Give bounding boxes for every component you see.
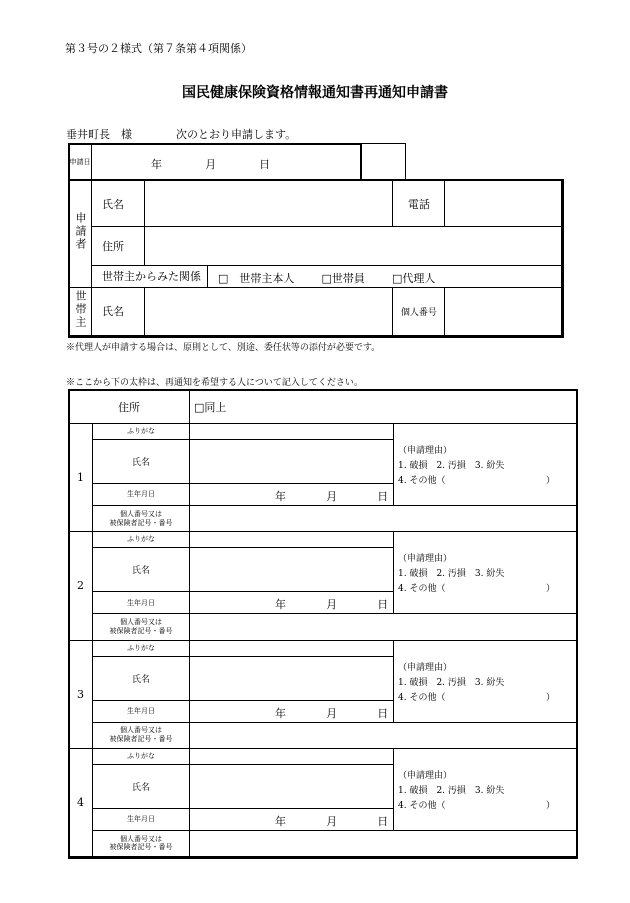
- empty-corner: [406, 144, 562, 181]
- agent-note: ※代理人が申請する場合は、原則として、別途、委任状等の添付が必要です。: [66, 343, 381, 353]
- phone-field[interactable]: [445, 181, 562, 227]
- date-field[interactable]: [91, 144, 405, 181]
- birth-month-label: 月: [326, 598, 338, 612]
- reason-other-label: 4. その他（: [398, 800, 446, 811]
- name-field[interactable]: [144, 181, 392, 227]
- furigana-field[interactable]: [190, 748, 394, 764]
- birthdate-label: 生年月日: [93, 808, 190, 830]
- person-block: [69, 424, 577, 440]
- same-as-above-checkbox[interactable]: □同上: [190, 390, 577, 424]
- addressee: 垂井町長 様: [66, 128, 132, 141]
- insured-number-label-line2: 被保険者記号・番号: [109, 843, 173, 852]
- insured-number-field[interactable]: [190, 614, 577, 640]
- reason-heading: （申請理由）: [398, 770, 453, 781]
- person-name-field[interactable]: [190, 656, 394, 700]
- birth-month-label: 月: [326, 814, 338, 828]
- person-number: 1: [69, 424, 93, 532]
- householder-mynumber-field[interactable]: [445, 287, 562, 335]
- reason-heading: （申請理由）: [398, 446, 453, 457]
- reason-line1: 1. 破損 2. 汚損 3. 紛失: [398, 677, 505, 688]
- birth-year-label: 年: [275, 814, 286, 828]
- birthdate-label: 生年月日: [93, 700, 190, 722]
- person-block: [69, 748, 577, 764]
- relation-option-self[interactable]: □ 世帯主本人: [217, 271, 295, 285]
- birth-month-label: 月: [326, 490, 338, 504]
- birth-year-label: 年: [275, 706, 286, 720]
- insured-number-label-line1: 個人番号又は: [120, 834, 162, 843]
- householder-label-cell: [69, 287, 92, 335]
- page-title: 国民健康保険資格情報通知書再通知申請書: [182, 85, 448, 101]
- birth-month-label: 月: [326, 706, 338, 720]
- birthdate-label: 生年月日: [93, 592, 190, 614]
- insured-number-label-line2: 被保険者記号・番号: [109, 518, 173, 527]
- recipient-table: [68, 389, 577, 857]
- householder-label: 世帯主: [73, 289, 87, 329]
- applicant-label: 申請者: [73, 212, 87, 252]
- insured-number-field[interactable]: [190, 830, 577, 856]
- householder-name-field[interactable]: [144, 287, 392, 335]
- lower-address-label: 住所: [69, 390, 190, 424]
- reason-line2: [398, 798, 576, 811]
- insured-number-label-line1: 個人番号又は: [120, 510, 162, 518]
- request-line: 次のとおり申請します。: [176, 128, 297, 141]
- insured-number-label: [93, 506, 190, 532]
- reason-line2: [398, 581, 576, 594]
- furigana-label: ふりがな: [93, 424, 190, 440]
- insured-number-label-line2: 被保険者記号・番号: [109, 626, 173, 635]
- reason-heading: （申請理由）: [398, 662, 453, 673]
- reason-cell: [394, 532, 577, 614]
- insured-number-label: [93, 722, 190, 748]
- applicant-label-cell: [69, 181, 92, 288]
- person-name-label: 氏名: [93, 440, 190, 484]
- reason-line2: [398, 473, 576, 486]
- reason-other-label: 4. その他（: [398, 692, 446, 703]
- person-name-field[interactable]: [190, 548, 394, 592]
- birthdate-field[interactable]: [190, 700, 394, 722]
- reason-other-label: 4. その他（: [398, 476, 446, 487]
- applicant-form: [68, 143, 562, 336]
- date-month-label: 月: [205, 157, 217, 171]
- furigana-field[interactable]: [190, 532, 394, 548]
- bold-frame-note: ※ここから下の太枠は、再通知を希望する人について記入してください。: [66, 378, 363, 388]
- birth-day-label: 日: [377, 490, 389, 504]
- person-number: 2: [69, 532, 93, 640]
- birth-day-label: 日: [377, 706, 389, 720]
- insured-number-field[interactable]: [190, 506, 577, 532]
- birthdate-field[interactable]: [190, 484, 394, 506]
- reason-close-paren: ）: [546, 800, 556, 811]
- furigana-label: ふりがな: [93, 640, 190, 656]
- person-name-label: 氏名: [93, 656, 190, 700]
- householder-name-label: 氏名: [91, 287, 144, 335]
- reason-line1: 1. 破損 2. 汚損 3. 紛失: [398, 569, 505, 580]
- householder-mynumber-label: 個人番号: [393, 287, 445, 335]
- birthdate-field[interactable]: [190, 808, 394, 830]
- person-number: 3: [69, 640, 93, 748]
- date-label: 申請日: [69, 158, 91, 167]
- furigana-field[interactable]: [190, 424, 394, 440]
- person-number: 4: [69, 748, 93, 856]
- person-name-field[interactable]: [190, 440, 394, 484]
- relation-label: 世帯主からみた関係: [91, 265, 207, 287]
- phone-label: 電話: [393, 181, 445, 227]
- reason-cell: [394, 748, 577, 830]
- birthdate-field[interactable]: [190, 592, 394, 614]
- form-number: 第３号の２様式（第７条第４項関係）: [65, 42, 252, 55]
- insured-number-field[interactable]: [190, 722, 577, 748]
- date-day-label: 日: [259, 157, 271, 171]
- insured-number-label-line2: 被保険者記号・番号: [109, 735, 173, 744]
- reason-close-paren: ）: [546, 476, 556, 487]
- reason-line1: 1. 破損 2. 汚損 3. 紛失: [398, 785, 505, 796]
- birthdate-label: 生年月日: [93, 484, 190, 506]
- birth-year-label: 年: [275, 598, 286, 612]
- furigana-label: ふりがな: [93, 748, 190, 764]
- birth-year-label: 年: [275, 490, 286, 504]
- reason-cell: [394, 424, 577, 506]
- reason-heading: （申請理由）: [398, 554, 453, 565]
- person-name-label: 氏名: [93, 548, 190, 592]
- relation-option-member[interactable]: □世帯員: [321, 271, 365, 285]
- reason-other-label: 4. その他（: [398, 584, 446, 595]
- person-name-field[interactable]: [190, 764, 394, 808]
- insured-number-label: [93, 614, 190, 640]
- relation-option-agent[interactable]: □代理人: [391, 271, 436, 285]
- furigana-label: ふりがな: [93, 532, 190, 548]
- person-block: [69, 532, 577, 548]
- name-label: 氏名: [91, 181, 144, 227]
- address-field[interactable]: [144, 227, 561, 265]
- date-label-cell: [69, 144, 92, 181]
- person-name-label: 氏名: [93, 764, 190, 808]
- furigana-field[interactable]: [190, 640, 394, 656]
- reason-close-paren: ）: [546, 692, 556, 703]
- person-block: [69, 640, 577, 656]
- birth-day-label: 日: [377, 598, 389, 612]
- birth-day-label: 日: [377, 814, 389, 828]
- insured-number-label-line1: 個人番号又は: [120, 726, 162, 735]
- reason-line2: [398, 690, 576, 703]
- address-label: 住所: [91, 227, 144, 265]
- relation-options: [207, 265, 561, 287]
- date-year-label: 年: [150, 157, 162, 171]
- reason-cell: [394, 640, 577, 722]
- insured-number-label-line1: 個人番号又は: [120, 618, 162, 627]
- reason-close-paren: ）: [546, 584, 556, 595]
- reason-line1: 1. 破損 2. 汚損 3. 紛失: [398, 461, 505, 472]
- insured-number-label: [93, 830, 190, 856]
